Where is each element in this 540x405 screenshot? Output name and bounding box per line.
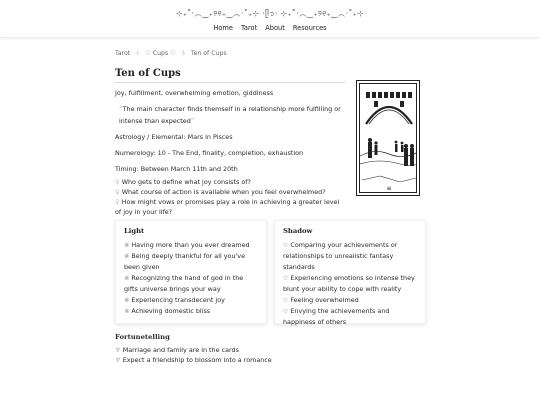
list-item <box>115 355 415 366</box>
light-list <box>124 240 258 317</box>
light-item-text: Having more than you ever dreamed <box>131 241 250 249</box>
question-list <box>115 177 345 217</box>
card-illustration <box>359 83 417 193</box>
quote-text: The main character finds themself in a relationship more fulfilling or intense than expected <box>119 105 341 125</box>
fortune-list <box>115 345 415 366</box>
list-item <box>124 273 258 295</box>
light-item-text: Being deeply thankful for all you've been given <box>124 252 246 271</box>
main-nav <box>0 24 540 32</box>
list-item <box>283 240 417 273</box>
flower-icon: ❀ <box>124 252 130 260</box>
shadow-heading: Shadow <box>283 227 313 235</box>
astrology: Astrology / Elemental: Mars in Pisces <box>115 133 233 141</box>
title-divider <box>115 82 345 83</box>
question-text: How might vows or promises play a role in achieving a greater level of joy in your life? <box>115 198 340 216</box>
svg-text:≡: ≡ <box>386 185 392 192</box>
cup-icon: ♆ <box>115 356 121 364</box>
light-item-text: Recognizing the hand of god in the gifts universe brings your way <box>124 274 244 293</box>
star-icon: ✩ <box>283 296 289 304</box>
site-header <box>0 0 540 38</box>
breadcrumb-separator-icon: ⊹ <box>180 50 186 57</box>
fortune-item-text: Expect a friendship to blossom into a romance <box>122 356 272 364</box>
cup-icon: ♀ <box>115 188 120 196</box>
list-item <box>124 251 258 273</box>
list-item <box>283 306 417 328</box>
open-quote-icon: “ <box>119 105 123 113</box>
numerology: Numerology: 10 - The End, finality, completion, exhaustion <box>115 149 304 157</box>
shadow-item-text: Feeling overwhelmed <box>290 296 359 304</box>
light-panel <box>115 220 267 324</box>
shadow-panel <box>274 220 426 324</box>
list-item <box>124 240 258 251</box>
nav-resources[interactable]: Resources <box>292 24 327 32</box>
fortune-heading: Fortunetelling <box>115 333 170 341</box>
cup-icon: ♀ <box>115 198 120 206</box>
fortune-item-text: Marriage and family are in the cards <box>122 345 239 354</box>
flower-icon: ❀ <box>124 296 130 304</box>
star-icon: ✩ <box>283 274 289 282</box>
timing: Timing: Between March 11th and 20th <box>115 165 238 173</box>
nav-home[interactable]: Home <box>213 24 233 32</box>
breadcrumb-separator-icon: ⊹ <box>135 50 141 57</box>
list-item <box>124 295 258 306</box>
list-item <box>115 345 415 356</box>
light-item-text: Achieving domestic bliss <box>131 307 211 315</box>
list-item <box>115 187 345 197</box>
flower-icon: ❀ <box>124 241 130 249</box>
quote <box>115 103 345 127</box>
shadow-item-text: Experiencing emotions so intense they blunt your ability to cope with reality <box>283 274 415 293</box>
site-title: ⊹₊˚‧︵‿₊୨୧₊‿︵‧˚₊⊹ ·ᥫ᭡· ⊹₊˚‧︵‿₊୨୧₊‿︵‧˚₊⊹ <box>176 9 364 18</box>
close-quote-icon: ” <box>190 117 195 125</box>
breadcrumb <box>115 50 425 57</box>
breadcrumb-wrap <box>115 50 425 57</box>
list-item <box>283 273 417 295</box>
nav-about[interactable]: About <box>265 24 285 32</box>
shadow-item-text: Comparing your achievements or relationships to unrealistic fantasy standards <box>283 241 398 271</box>
fortunetelling-section <box>115 332 415 366</box>
list-item <box>115 177 345 187</box>
breadcrumb-cups[interactable]: ♡ Cups ♡ <box>145 50 176 57</box>
question-text: Who gets to define what joy consists of? <box>121 178 251 186</box>
keywords: Joy, fulfillment, overwhelming emotion, giddiness <box>115 89 274 97</box>
light-item-text: Experiencing transdecent joy <box>131 296 225 304</box>
cup-icon: ♀ <box>115 178 120 186</box>
flower-icon: ❀ <box>124 274 130 282</box>
shadow-item-text: Envying the achievements and happiness of others <box>283 307 390 326</box>
breadcrumb-current: Ten of Cups <box>190 50 227 57</box>
shadow-list <box>283 240 417 328</box>
breadcrumb-tarot[interactable]: Tarot <box>115 50 131 57</box>
light-heading: Light <box>124 227 145 235</box>
star-icon: ✩ <box>283 307 289 315</box>
star-icon: ✩ <box>283 241 289 249</box>
nav-tarot[interactable]: Tarot <box>241 24 258 32</box>
question-text: What course of action is available when you feel overwhelmed? <box>121 188 326 196</box>
list-item <box>124 306 258 317</box>
flower-icon: ❀ <box>124 307 130 315</box>
tarot-card-image <box>356 80 420 196</box>
card-description <box>115 87 345 217</box>
list-item <box>283 295 417 306</box>
ten-of-cups-illustration <box>360 84 417 193</box>
cup-icon: ♆ <box>115 345 121 354</box>
list-item <box>115 197 345 217</box>
page-title: Ten of Cups <box>115 68 181 79</box>
